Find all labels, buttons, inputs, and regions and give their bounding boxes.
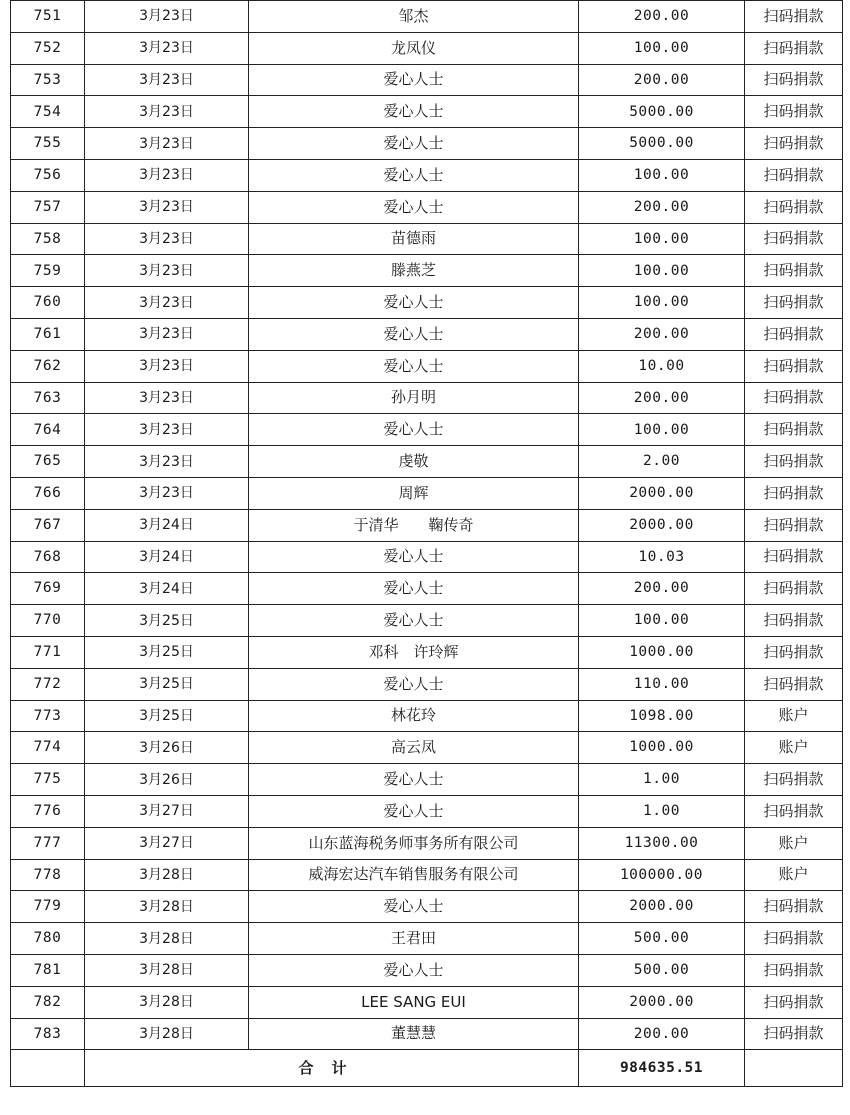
table-row [11,287,843,319]
payment-method: 扫码捐款 [745,477,843,509]
donor-name: 王君田 [249,923,579,955]
table-row [11,986,843,1018]
table-row [11,795,843,827]
table-row [11,509,843,541]
donation-date: 3月28日 [85,954,249,986]
row-number: 776 [11,795,85,827]
donation-list-sheet [10,0,842,1087]
table-row [11,636,843,668]
table-row [11,255,843,287]
payment-method: 账户 [745,732,843,764]
row-number: 765 [11,446,85,478]
donor-name: 爱心人士 [249,350,579,382]
table-row [11,1,843,33]
donation-amount: 5000.00 [579,128,745,160]
donation-amount: 2000.00 [579,509,745,541]
donor-name: 爱心人士 [249,891,579,923]
donor-name: 爱心人士 [249,318,579,350]
table-row [11,1018,843,1050]
donation-date: 3月28日 [85,923,249,955]
payment-method: 扫码捐款 [745,287,843,319]
donation-amount: 11300.00 [579,827,745,859]
donor-name: 高云凤 [249,732,579,764]
row-number: 757 [11,191,85,223]
row-number: 781 [11,954,85,986]
payment-method: 扫码捐款 [745,541,843,573]
donor-name: 爱心人士 [249,191,579,223]
row-number: 755 [11,128,85,160]
payment-method: 扫码捐款 [745,636,843,668]
donation-date: 3月23日 [85,414,249,446]
row-number: 760 [11,287,85,319]
donor-name: 爱心人士 [249,287,579,319]
row-number: 779 [11,891,85,923]
donation-date: 3月28日 [85,859,249,891]
donation-date: 3月23日 [85,318,249,350]
payment-method: 账户 [745,859,843,891]
donation-date: 3月26日 [85,732,249,764]
donor-name: 孙月明 [249,382,579,414]
table-row [11,541,843,573]
donation-date: 3月27日 [85,827,249,859]
donor-name: 滕燕芝 [249,255,579,287]
table-row [11,159,843,191]
donation-amount: 500.00 [579,954,745,986]
row-number: 768 [11,541,85,573]
table-row [11,923,843,955]
donation-amount: 2.00 [579,446,745,478]
donation-amount: 200.00 [579,191,745,223]
donation-amount: 100.00 [579,255,745,287]
donor-name: LEE SANG EUI [249,986,579,1018]
payment-method: 扫码捐款 [745,446,843,478]
row-number: 774 [11,732,85,764]
donation-date: 3月26日 [85,764,249,796]
row-number: 775 [11,764,85,796]
row-number: 783 [11,1018,85,1050]
donor-name: 山东蓝海税务师事务所有限公司 [249,827,579,859]
donor-name: 爱心人士 [249,128,579,160]
donation-amount: 110.00 [579,668,745,700]
donation-date: 3月23日 [85,255,249,287]
donation-amount: 1.00 [579,764,745,796]
payment-method: 扫码捐款 [745,573,843,605]
donation-amount: 100.00 [579,287,745,319]
donation-amount: 200.00 [579,573,745,605]
row-number: 758 [11,223,85,255]
donor-name: 苗德雨 [249,223,579,255]
donor-name: 爱心人士 [249,668,579,700]
donor-name: 爱心人士 [249,64,579,96]
donation-amount: 100.00 [579,32,745,64]
donor-name: 龙凤仪 [249,32,579,64]
donation-amount: 2000.00 [579,986,745,1018]
donation-amount: 200.00 [579,1018,745,1050]
donation-date: 3月28日 [85,891,249,923]
table-row [11,223,843,255]
donor-name: 于清华 鞠传奇 [249,509,579,541]
donation-amount: 200.00 [579,382,745,414]
table-row [11,859,843,891]
donor-name: 爱心人士 [249,795,579,827]
donation-amount: 1000.00 [579,732,745,764]
table-row [11,573,843,605]
donation-date: 3月24日 [85,541,249,573]
donation-date: 3月23日 [85,287,249,319]
total-label: 合计 [85,1050,579,1087]
table-row [11,891,843,923]
donor-name: 林花玲 [249,700,579,732]
table-row [11,382,843,414]
table-row [11,96,843,128]
table-row [11,954,843,986]
donation-amount: 200.00 [579,1,745,33]
donation-amount: 500.00 [579,923,745,955]
donation-table [10,0,843,1087]
payment-method: 扫码捐款 [745,159,843,191]
donation-date: 3月25日 [85,700,249,732]
payment-method: 扫码捐款 [745,891,843,923]
donation-amount: 2000.00 [579,891,745,923]
payment-method: 扫码捐款 [745,954,843,986]
donor-name: 爱心人士 [249,573,579,605]
donation-date: 3月23日 [85,446,249,478]
row-number: 767 [11,509,85,541]
total-amount: 984635.51 [579,1050,745,1087]
donation-date: 3月23日 [85,128,249,160]
donor-name: 周辉 [249,477,579,509]
donor-name: 爱心人士 [249,541,579,573]
row-number: 773 [11,700,85,732]
donation-date: 3月28日 [85,1018,249,1050]
donation-date: 3月23日 [85,477,249,509]
donation-date: 3月23日 [85,96,249,128]
row-number: 771 [11,636,85,668]
row-number: 764 [11,414,85,446]
donation-amount: 2000.00 [579,477,745,509]
payment-method: 扫码捐款 [745,509,843,541]
payment-method: 扫码捐款 [745,64,843,96]
donor-name: 虔敬 [249,446,579,478]
payment-method: 扫码捐款 [745,605,843,637]
table-row [11,700,843,732]
row-number: 752 [11,32,85,64]
donation-amount: 1000.00 [579,636,745,668]
payment-method: 扫码捐款 [745,1018,843,1050]
payment-method: 扫码捐款 [745,255,843,287]
table-row [11,318,843,350]
row-number: 759 [11,255,85,287]
donation-amount: 5000.00 [579,96,745,128]
donor-name: 威海宏达汽车销售服务有限公司 [249,859,579,891]
table-row [11,764,843,796]
donor-name: 爱心人士 [249,605,579,637]
donation-amount: 100.00 [579,223,745,255]
payment-method: 扫码捐款 [745,223,843,255]
donation-amount: 10.03 [579,541,745,573]
row-number: 766 [11,477,85,509]
total-blank-cell [745,1050,843,1087]
donation-date: 3月25日 [85,636,249,668]
donation-amount: 200.00 [579,64,745,96]
donation-date: 3月23日 [85,223,249,255]
total-row [11,1050,843,1087]
payment-method: 扫码捐款 [745,32,843,64]
donation-date: 3月27日 [85,795,249,827]
payment-method: 扫码捐款 [745,668,843,700]
payment-method: 扫码捐款 [745,382,843,414]
table-row [11,128,843,160]
row-number: 756 [11,159,85,191]
row-number: 772 [11,668,85,700]
donation-date: 3月23日 [85,1,249,33]
payment-method: 扫码捐款 [745,191,843,223]
payment-method: 扫码捐款 [745,986,843,1018]
table-row [11,191,843,223]
donor-name: 邓科 许玲辉 [249,636,579,668]
donor-name: 邹杰 [249,1,579,33]
payment-method: 扫码捐款 [745,414,843,446]
donor-name: 董慧慧 [249,1018,579,1050]
payment-method: 扫码捐款 [745,795,843,827]
payment-method: 扫码捐款 [745,128,843,160]
table-row [11,605,843,637]
table-row [11,350,843,382]
payment-method: 扫码捐款 [745,923,843,955]
donor-name: 爱心人士 [249,96,579,128]
donation-amount: 200.00 [579,318,745,350]
donation-amount: 1098.00 [579,700,745,732]
payment-method: 扫码捐款 [745,96,843,128]
row-number: 751 [11,1,85,33]
payment-method: 账户 [745,700,843,732]
row-number: 761 [11,318,85,350]
donation-date: 3月23日 [85,159,249,191]
donation-rows [11,1,843,1050]
row-number: 763 [11,382,85,414]
total-blank-cell [11,1050,85,1087]
payment-method: 扫码捐款 [745,1,843,33]
row-number: 777 [11,827,85,859]
donation-amount: 10.00 [579,350,745,382]
payment-method: 扫码捐款 [745,318,843,350]
payment-method: 账户 [745,827,843,859]
table-row [11,446,843,478]
donation-date: 3月28日 [85,986,249,1018]
donation-date: 3月25日 [85,605,249,637]
donor-name: 爱心人士 [249,764,579,796]
donation-date: 3月23日 [85,191,249,223]
donation-date: 3月23日 [85,350,249,382]
donation-amount: 100.00 [579,159,745,191]
table-row [11,732,843,764]
donation-amount: 100.00 [579,414,745,446]
payment-method: 扫码捐款 [745,350,843,382]
table-row [11,32,843,64]
donation-amount: 1.00 [579,795,745,827]
table-row [11,477,843,509]
donation-amount: 100000.00 [579,859,745,891]
donation-date: 3月23日 [85,64,249,96]
row-number: 753 [11,64,85,96]
row-number: 770 [11,605,85,637]
table-row [11,64,843,96]
table-row [11,668,843,700]
row-number: 754 [11,96,85,128]
row-number: 762 [11,350,85,382]
row-number: 769 [11,573,85,605]
donation-date: 3月24日 [85,509,249,541]
donor-name: 爱心人士 [249,414,579,446]
donation-amount: 100.00 [579,605,745,637]
row-number: 778 [11,859,85,891]
donor-name: 爱心人士 [249,159,579,191]
donation-date: 3月25日 [85,668,249,700]
donation-date: 3月24日 [85,573,249,605]
row-number: 780 [11,923,85,955]
table-row [11,414,843,446]
table-row [11,827,843,859]
donation-date: 3月23日 [85,382,249,414]
donation-date: 3月23日 [85,32,249,64]
payment-method: 扫码捐款 [745,764,843,796]
row-number: 782 [11,986,85,1018]
donor-name: 爱心人士 [249,954,579,986]
